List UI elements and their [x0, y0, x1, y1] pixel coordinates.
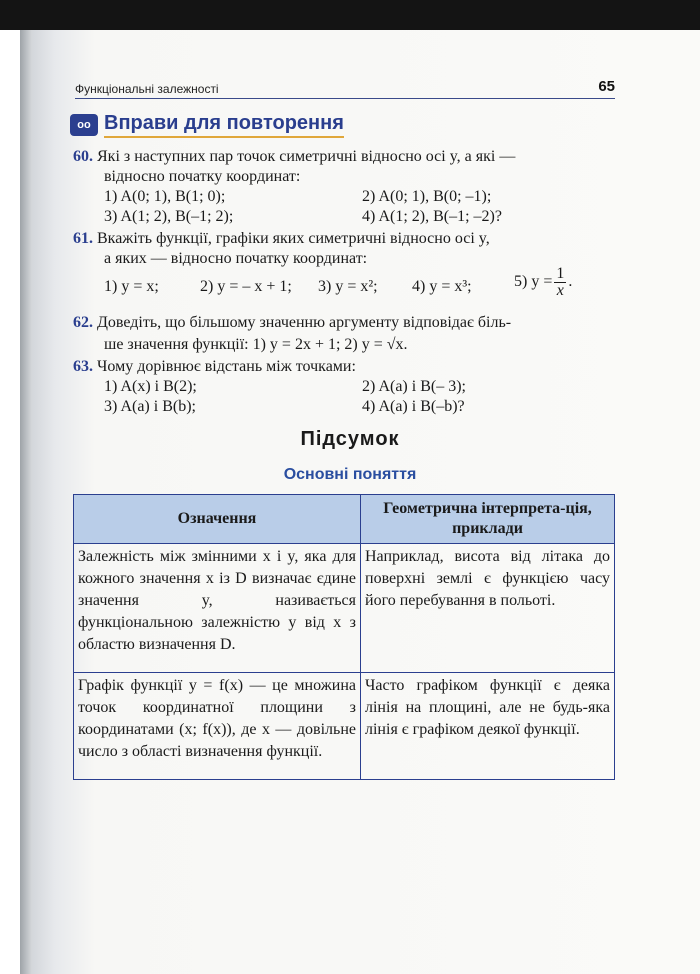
- table-cell-definition-2: Графік функції y = f(x) — це множина точок координатної площини з координатами (x; f(x)), де x — довільне число з області визначення функції.: [74, 673, 361, 780]
- summary-title: Підсумок: [300, 428, 400, 450]
- concepts-table: [73, 494, 615, 780]
- table-header-definition: Означення: [74, 495, 361, 544]
- exercise-63-line1: [73, 356, 356, 378]
- exercise-61-option-5: [514, 266, 572, 299]
- exercise-62-text1: Доведіть, що більшому значенню аргументу відповідає біль-: [97, 314, 512, 331]
- exercise-60-line1: [73, 146, 515, 168]
- exercise-63-option-3: 3) A(a) і B(b);: [104, 398, 196, 415]
- fraction-numerator: 1: [556, 265, 565, 282]
- exercise-63-number: 63.: [73, 358, 93, 375]
- exercise-section-icon: oo: [70, 114, 98, 136]
- exercise-61-option-4: 4) y = x³;: [412, 278, 472, 295]
- section-title: Вправи для повторення: [104, 112, 344, 138]
- exercise-62-text2: ше значення функції: 1) y = 2x + 1; 2) y = √x.: [104, 336, 408, 353]
- exercise-61-option-5-end: .: [568, 273, 573, 291]
- exercise-60-option-4: 4) A(1; 2), B(–1; –2)?: [362, 208, 502, 225]
- running-header: [75, 80, 615, 99]
- exercise-60-option-1: 1) A(0; 1), B(1; 0);: [104, 188, 226, 205]
- exercise-62-line1: [73, 312, 511, 334]
- fraction-denominator: x: [556, 282, 564, 299]
- exercise-61-line1: [73, 228, 490, 250]
- running-title: Функціональні залежності: [75, 82, 219, 96]
- exercise-61-number: 61.: [73, 230, 93, 247]
- exercise-60-text1: Які з наступних пар точок симетричні відносно осі y, а які —: [97, 148, 516, 165]
- exercise-60-option-3: 3) A(1; 2), B(–1; 2);: [104, 208, 234, 225]
- exercise-61-option-2: 2) y = – x + 1;: [200, 278, 292, 295]
- exercise-60-text2: відносно початку координат:: [104, 168, 301, 185]
- exercise-61-option-3: 3) y = x²;: [318, 278, 378, 295]
- exercise-61-text2: а яких — відносно початку координат:: [104, 250, 368, 267]
- table-header-interpretation: Геометрична інтерпрета-ція, приклади: [361, 495, 615, 544]
- exercise-63-option-1: 1) A(x) і B(2);: [104, 378, 197, 395]
- section-heading: [70, 110, 344, 140]
- concepts-subtitle: Основні поняття: [283, 466, 417, 483]
- exercise-61-option-1: 1) y = x;: [104, 278, 159, 295]
- exercise-61-text1: Вкажіть функції, графіки яких симетричні відносно осі y,: [97, 230, 490, 247]
- table-cell-example-2: Часто графіком функції є деяка лінія на площині, але не будь-яка лінія є графіком деякої функції.: [361, 673, 615, 780]
- table-row: [74, 544, 615, 673]
- table-cell-definition-1: Залежність між змінними x і y, яка для кожного значення x із D визначає єдине значення y, називається функціональною залежністю y від x з областю визначення D.: [74, 544, 361, 673]
- exercise-63-text1: Чому дорівнює відстань між точками:: [97, 358, 356, 375]
- fraction: [554, 266, 566, 299]
- exercise-63-option-2: 2) A(a) і B(– 3);: [362, 378, 466, 395]
- page-spine-shadow: [20, 30, 32, 974]
- exercise-63-option-4: 4) A(a) і B(–b)?: [362, 398, 465, 415]
- table-cell-example-1: Наприклад, висота від літака до поверхні землі є функцією часу його перебування в польоті.: [361, 544, 615, 673]
- exercise-61-option-5-prefix: 5) y =: [514, 273, 553, 291]
- exercise-60-number: 60.: [73, 148, 93, 165]
- table-header-row: [74, 495, 615, 544]
- exercise-60-option-2: 2) A(0; 1), B(0; –1);: [362, 188, 492, 205]
- top-dark-border: [0, 0, 700, 30]
- page-number: 65: [598, 78, 615, 95]
- table-row: [74, 673, 615, 780]
- exercise-62-number: 62.: [73, 314, 93, 331]
